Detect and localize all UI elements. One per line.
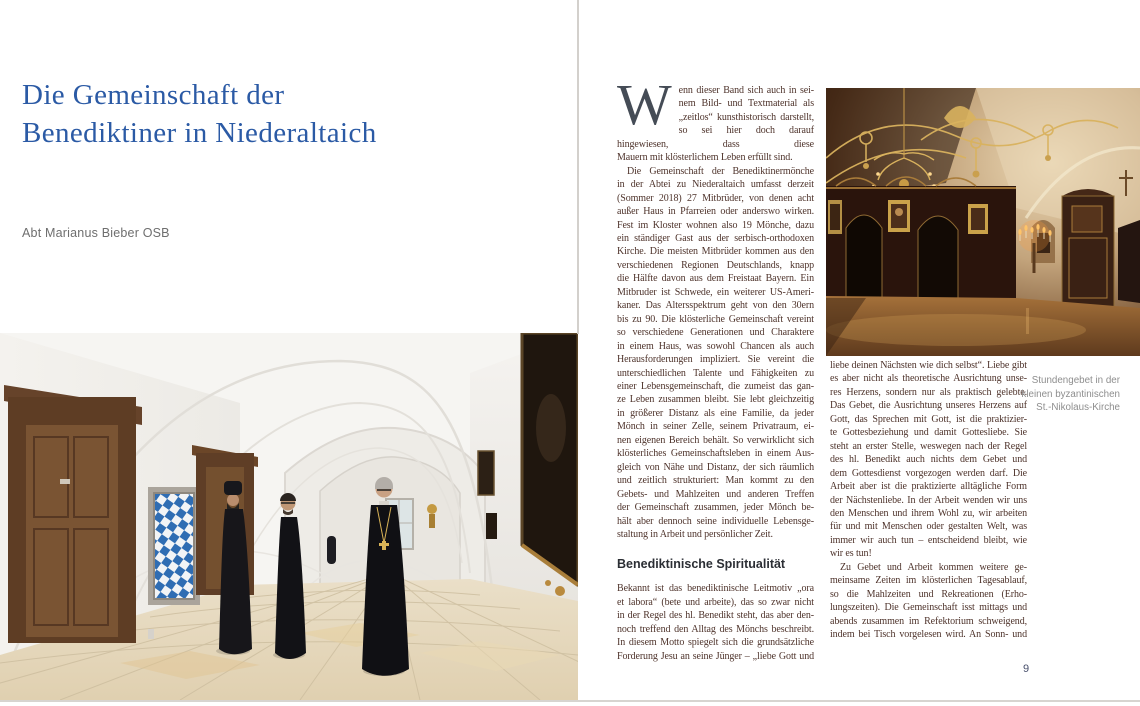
text-line: Zu Gebet und Arbeit kommen weitere ge- [840,561,1027,573]
article-title [22,76,562,152]
drop-cap: W [617,72,672,137]
text-line: unterschiedlichen Talente und Fähigkeiten zu [617,367,814,379]
text-line: so die Mahlzeiten und Rekreationen (Erho- [830,588,1027,600]
text-line: lungszeiten). Die Gemeinschaft isst mittags und [830,602,1027,614]
text-line: res Herzens, sondern nur als praktisch gelebte. [830,386,1027,398]
text-line: Fest im Kloster wohnen also 19 Mönche, dazu [617,219,814,231]
text-line: des hl. Benedikt auch nichts dem Gebet und [830,454,1027,466]
text-line: In diesem Motto spiegelt sich die grundsätzliche [617,637,814,649]
chapel-photo [826,88,1140,356]
text-line: Mönch in seiner Zelle, seinem Privatraum, ei- [617,421,814,433]
paragraph [830,359,1027,561]
author-byline: Abt Marianus Bieber OSB [22,226,170,240]
text-line: te Gottesbeziehung und damit Gottesliebe. Sie [830,427,1027,439]
photo-caption-line: kleinen byzantinischen [1021,388,1120,400]
section-heading: Benediktinische Spiritualität [617,557,786,572]
paragraph [617,165,814,542]
text-line: dem Gottesdienst vorgezogen werden darf. Die [830,467,1027,479]
text-line: liebe deinen Nächsten wie dich selbst“. Liebe gibt [830,360,1027,371]
text-line: Bekannt ist das benediktinische Leitmotiv „ora [617,583,814,595]
photo-caption [1000,374,1120,415]
text-line: Gebets- und Mahlzeiten und anderen Treffen [617,488,814,500]
text-line: meinsame Zeiten im klösterlichen Tagesablauf, [830,575,1027,587]
page-number: 9 [1022,663,1030,675]
text-line: ein ständiger Gast aus der serbisch-orthodoxen [617,232,814,244]
text-line: in größerer Distanz als eine Familie, da jeder [617,407,814,419]
text-line: (Sommer 2018) 27 Mitbrüder, von denen acht [617,192,814,204]
text-line: Mauern mit klösterlichem Leben erfüllt sind. [617,152,793,164]
text-line: der Gemeinschaft zusammen, jeder Mönch be- [617,502,814,514]
text-line: Mitbruder ist Schwede, ein weiterer US-Ameri- [617,286,814,298]
text-line: die Hälfte davon aus dem Freistaat Bayern. Ein [617,273,814,285]
paragraph [617,72,814,165]
text-line: noch treffend den Alltag des Mönchs beschreibt. [617,623,814,635]
text-line: wir es tun! [830,548,872,560]
text-line: in einem Haus, was sowohl Chancen als auch [617,340,814,352]
text-line: bis zu 90. Die klösterliche Gemeinschaft vereint [617,313,814,325]
article-title-line1: Die Gemeinschaft der [22,79,285,111]
text-line: nen eigenen Bereich behält. So verwirklicht sich [617,434,814,446]
text-line: Die Gemeinschaft der Benediktinermönche [627,165,814,177]
text-line: Gott, das Sprechen mit Gott, ist die praktizier- [830,413,1027,425]
photo-caption-line: St.-Nikolaus-Kirche [1036,402,1120,413]
paragraph [617,582,814,663]
article-column-1 [617,72,814,663]
text-line: „zeitlos“ kunsthistorisch darstellt, [678,111,814,123]
text-line: Herausforderungen impliziert. Sie vereint die [617,354,814,366]
text-line: und zeitlich strukturiert: Man kommt zu den [617,475,814,487]
text-line: abends zusammen im Refektorium schweigend, [830,615,1027,627]
text-line: klösterliches Gemeinschaftsleben in einem Aus- [617,448,814,460]
text-line: so sei hier doch darauf hingewiesen, dass diese [617,125,814,150]
text-line: außer Haus in Pfarreien oder anderswo wirken. [617,206,814,218]
text-line: Forderung Jesu an seine Jünger – „liebe Gott und [617,650,814,662]
text-line: in der Abtei zu Niederaltaich umfasst derzeit [617,179,814,191]
text-line: Das Gebet, die Ausrichtung unseres Herzens auf [830,400,1027,412]
text-line: es aber nicht als theoretische Ausrichtung unse- [830,373,1027,385]
text-line: einer Lebensgemeinschaft, die zumeist das gan- [617,380,814,392]
page-gutter-line [577,0,579,334]
text-line: et labora“ (bete und arbeite), das so zwar nicht [617,596,814,608]
page-bottom-edge [0,700,1140,702]
text-line: den Menschen und ihrem Wohl zu, wir arbeiten [830,507,1027,519]
text-line: so verschiedene Generationen und Charaktere [617,327,814,339]
text-line: verschiedenen Regionen Deutschlands, knapp [617,259,814,271]
text-line: der Nächstenliebe. In der Arbeit wenden wir uns [830,494,1027,506]
text-line: kaner. Das Altersspektrum geht von den 30ern [617,300,814,312]
photo-caption-line: Stundengebet in der [1031,375,1120,386]
corridor-photo [0,333,578,700]
text-line: staltung in Arbeit und persönlicher Zeit. [617,528,773,540]
text-line: enn dieser Band sich auch in sei- [678,85,814,96]
text-line: ze Leben zusammen bleibt. Sie lebt gleichzeitig [617,394,814,406]
text-line: in der Regel des hl. Benedikt steht, das aber den- [617,610,814,622]
text-line: für und mit Menschen oder gestalten Welt, was [830,521,1027,533]
paragraph [830,561,1027,642]
text-line: Kirche. Die meisten Mitbrüder kommen aus den [617,246,814,258]
text-line: gleich von Nähe und Distanz, der sich räumlich [617,461,814,473]
text-line: immer wir auch tun – entscheidend bleibt, wie [830,534,1027,546]
article-title-line2: Benediktiner in Niederaltaich [22,117,377,149]
text-line: hält aber dennoch seine individuelle Lebensge- [617,515,814,527]
text-line: indem bei Tisch vorgelesen wird. An Sonn- und [830,629,1027,641]
text-line: steht an erster Stelle, weswegen nach der Regel [830,440,1027,452]
text-line: nem Bild- und Textmaterial als [678,98,814,110]
text-line: Arbeit aber ist die praktizierte alltägliche Form [830,481,1027,493]
article-column-2 [830,359,1027,642]
